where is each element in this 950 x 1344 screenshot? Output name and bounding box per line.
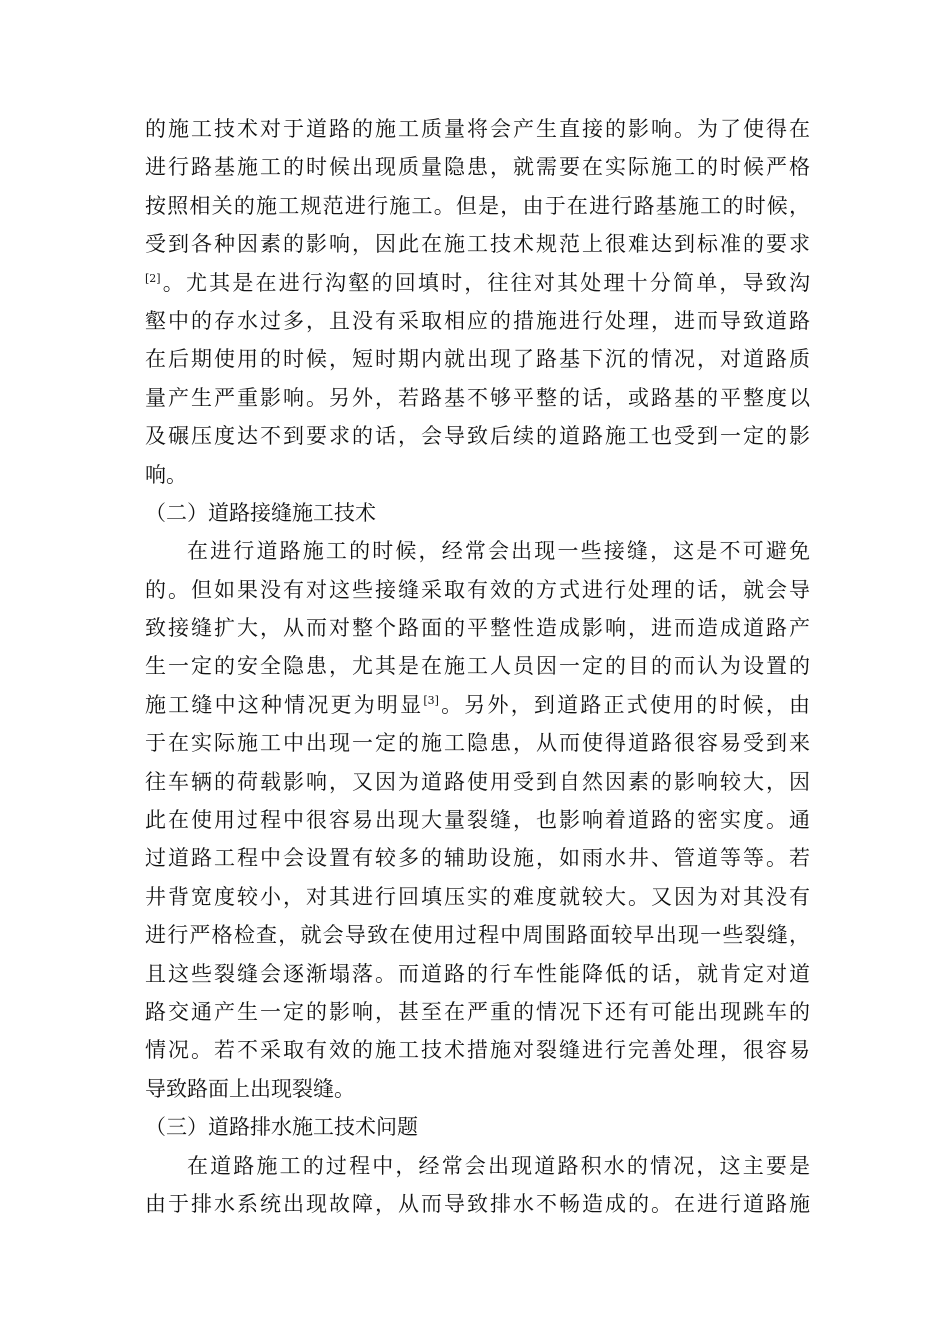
text-span: 。另外，到道路正式使用的时候，由 xyxy=(438,692,811,717)
text-span: 施工缝中这种情况更为明显 xyxy=(145,692,424,717)
text-line: 导致路面上出现裂缝。 xyxy=(145,1076,355,1101)
text-line: 井背宽度较小，对其进行回填压实的难度就较大。又因为对其没有 xyxy=(145,884,810,909)
text-line: 进行路基施工的时候出现质量隐患，就需要在实际施工的时候严格 xyxy=(145,155,810,180)
text-line: 往车辆的荷载影响，又因为道路使用受到自然因素的影响较大，因 xyxy=(145,769,810,794)
text-line: 此在使用过程中很容易出现大量裂缝，也影响着道路的密实度。通 xyxy=(145,808,810,833)
text-line: 壑中的存水过多，且没有采取相应的措施进行处理，进而导致道路 xyxy=(145,308,810,333)
text-line: 路交通产生一定的影响，甚至在严重的情况下还有可能出现跳车的 xyxy=(145,999,810,1024)
text-line xyxy=(145,264,810,302)
citation-superscript: [3] xyxy=(423,693,439,707)
text-line: 受到各种因素的影响，因此在施工技术规范上很难达到标准的要求 xyxy=(145,232,810,257)
text-line: 情况。若不采取有效的施工技术措施对裂缝进行完善处理，很容易 xyxy=(145,1038,810,1063)
text-line: 在道路施工的过程中，经常会出现道路积水的情况，这主要是 xyxy=(187,1153,810,1178)
text-line: 且这些裂缝会逐渐塌落。而道路的行车性能降低的话，就肯定对道 xyxy=(145,961,810,986)
text-line: 生一定的安全隐患，尤其是在施工人员因一定的目的而认为设置的 xyxy=(145,654,810,679)
section-heading: （三）道路排水施工技术问题 xyxy=(145,1115,418,1140)
text-span: 。尤其是在进行沟壑的回填时，往往对其处理十分简单，导致沟 xyxy=(160,270,810,295)
text-line: 按照相关的施工规范进行施工。但是，由于在进行路基施工的时候， xyxy=(145,193,810,218)
text-line: 致接缝扩大，从而对整个路面的平整性造成影响，进而造成道路产 xyxy=(145,616,810,641)
text-line: 在进行道路施工的时候，经常会出现一些接缝，这是不可避免 xyxy=(187,539,810,564)
text-line: 的。但如果没有对这些接缝采取有效的方式进行处理的话，就会导 xyxy=(145,577,810,602)
text-line: 量产生严重影响。另外，若路基不够平整的话，或路基的平整度以 xyxy=(145,385,810,410)
text-line: 于在实际施工中出现一定的施工隐患，从而使得道路很容易受到来 xyxy=(145,731,810,756)
document-page xyxy=(145,110,810,1223)
text-line: 进行严格检查，就会导致在使用过程中周围路面较早出现一些裂缝， xyxy=(145,923,810,948)
text-line xyxy=(145,686,810,724)
text-line: 在后期使用的时候，短时期内就出现了路基下沉的情况，对道路质 xyxy=(145,347,810,372)
text-line: 响。 xyxy=(145,462,187,487)
citation-superscript: [2] xyxy=(145,271,161,285)
text-line: 由于排水系统出现故障，从而导致排水不畅造成的。在进行道路施 xyxy=(145,1191,810,1216)
text-line: 及碾压度达不到要求的话，会导致后续的道路施工也受到一定的影 xyxy=(145,424,810,449)
text-line: 的施工技术对于道路的施工质量将会产生直接的影响。为了使得在 xyxy=(145,117,810,141)
text-line: 过道路工程中会设置有较多的辅助设施，如雨水井、管道等等。若 xyxy=(145,846,810,871)
section-heading: （二）道路接缝施工技术 xyxy=(145,500,376,525)
